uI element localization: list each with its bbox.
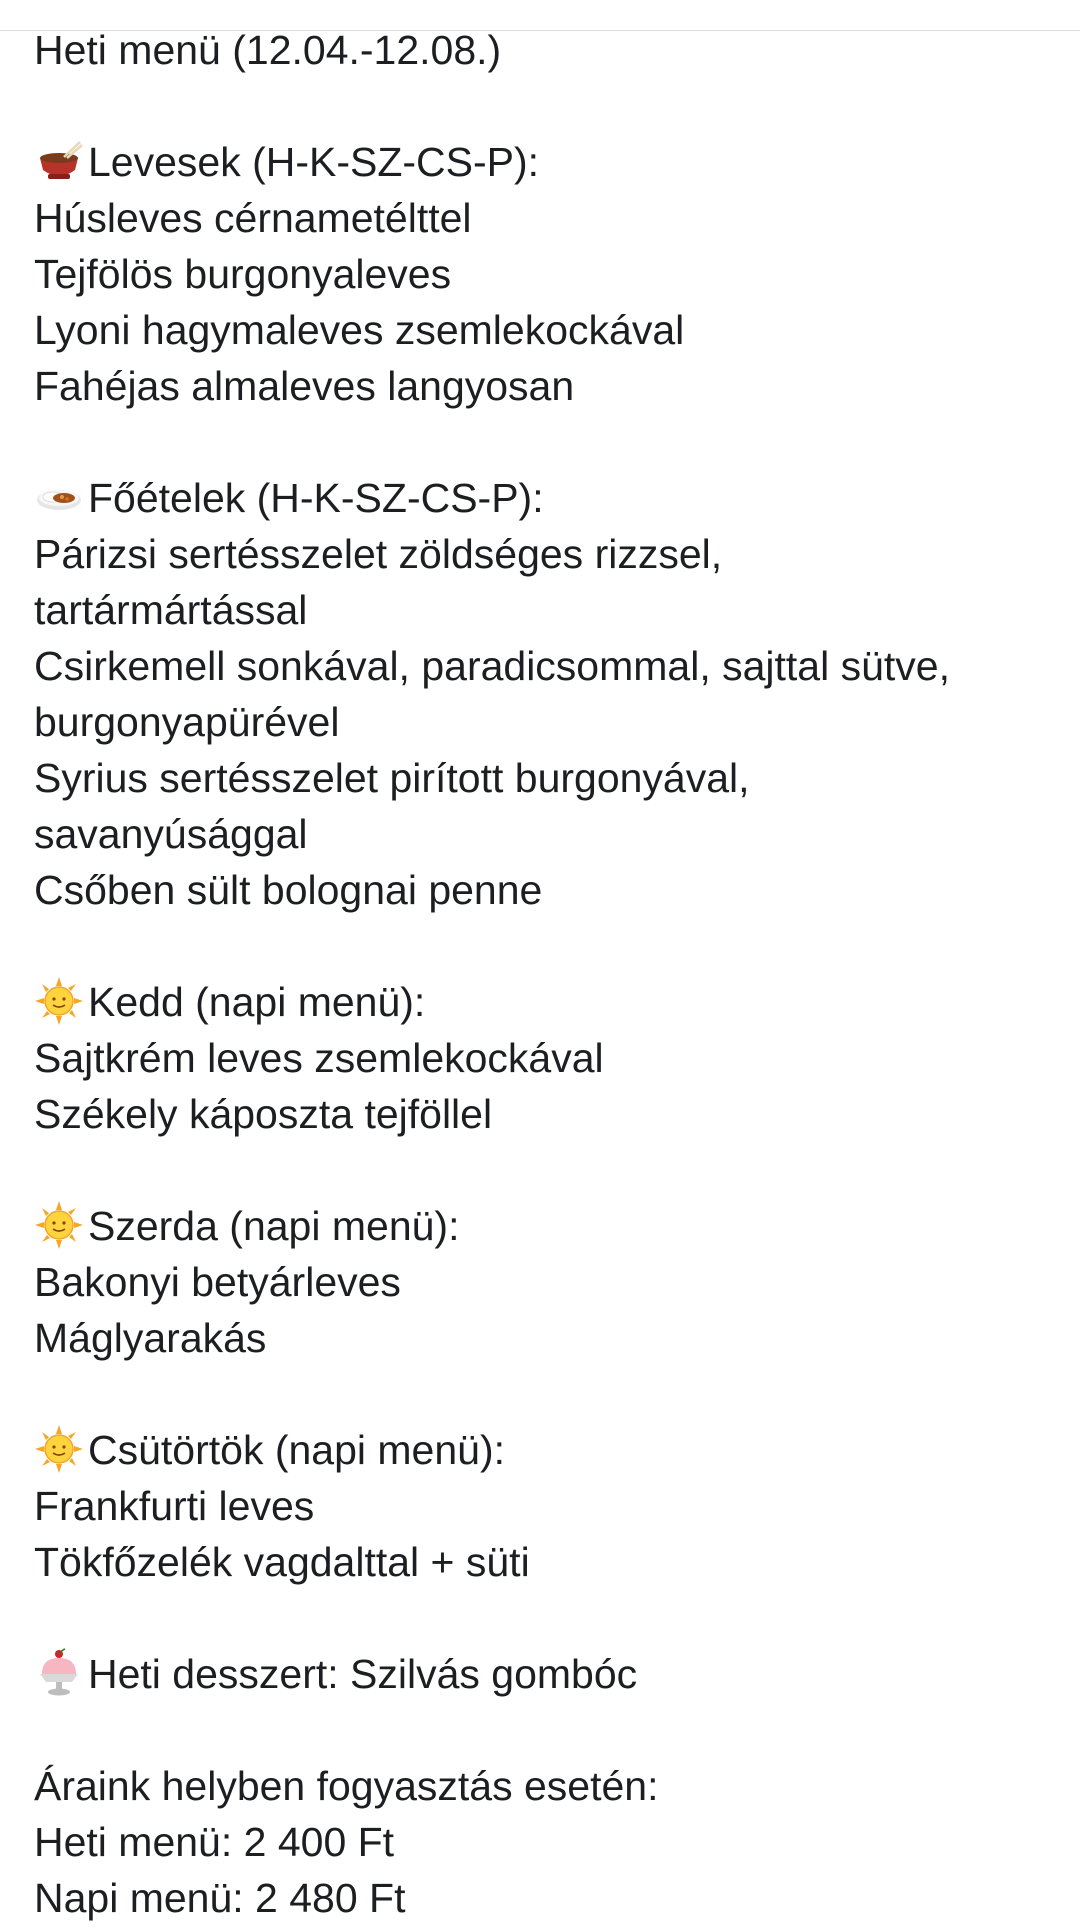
ice-cream-icon	[34, 1648, 84, 1698]
mains-heading-line	[34, 470, 1064, 526]
spacer	[34, 918, 1064, 974]
wednesday-heading: Szerda (napi menü):	[88, 1203, 460, 1249]
tuesday-heading-line	[34, 974, 1064, 1030]
post-text	[34, 22, 1064, 1926]
main-item: Csőben sült bolognai penne	[34, 867, 543, 913]
thursday-item: Tökfőzelék vagdalttal + süti	[34, 1539, 530, 1585]
sun-with-face-icon	[34, 1424, 84, 1474]
soup-item: Lyoni hagymaleves zsemlekockával	[34, 307, 685, 353]
dessert-text: Heti desszert: Szilvás gombóc	[88, 1651, 638, 1697]
wednesday-item: Bakonyi betyárleves	[34, 1259, 401, 1305]
wednesday-item: Máglyarakás	[34, 1315, 267, 1361]
main-item: savanyúsággal	[34, 811, 308, 857]
soup-item: Fahéjas almaleves langyosan	[34, 363, 575, 409]
mains-heading: Főételek (H-K-SZ-CS-P):	[88, 475, 544, 521]
menu-title: Heti menü (12.04.-12.08.)	[34, 27, 502, 73]
dessert-line	[34, 1646, 1064, 1702]
main-item: Párizsi sertésszelet zöldséges rizzsel,	[34, 531, 723, 577]
spacer	[34, 1142, 1064, 1198]
soup-item: Tejfölös burgonyaleves	[34, 251, 452, 297]
thursday-heading: Csütörtök (napi menü):	[88, 1427, 506, 1473]
spacer	[34, 78, 1064, 134]
soups-heading: Levesek (H-K-SZ-CS-P):	[88, 139, 540, 185]
spacer	[34, 1366, 1064, 1422]
tuesday-item: Sajtkrém leves zsemlekockával	[34, 1035, 604, 1081]
wednesday-heading-line	[34, 1198, 1064, 1254]
main-item: burgonyapürével	[34, 699, 340, 745]
weekly-price: Heti menü: 2 400 Ft	[34, 1819, 395, 1865]
main-item: Csirkemell sonkával, paradicsommal, sajttal sütve,	[34, 643, 950, 689]
spacer	[34, 1702, 1064, 1758]
curry-rice-icon	[34, 472, 84, 522]
thursday-heading-line	[34, 1422, 1064, 1478]
main-item: Syrius sertésszelet pirított burgonyával,	[34, 755, 750, 801]
steaming-bowl-icon	[34, 136, 84, 186]
spacer	[34, 414, 1064, 470]
daily-price: Napi menü: 2 480 Ft	[34, 1875, 406, 1921]
thursday-item: Frankfurti leves	[34, 1483, 315, 1529]
tuesday-heading: Kedd (napi menü):	[88, 979, 426, 1025]
spacer	[34, 1590, 1064, 1646]
main-item: tartármártással	[34, 587, 308, 633]
soup-item: Húsleves cérnametélttel	[34, 195, 472, 241]
sun-with-face-icon	[34, 1200, 84, 1250]
tuesday-item: Székely káposzta tejföllel	[34, 1091, 493, 1137]
prices-heading: Áraink helyben fogyasztás esetén:	[34, 1763, 659, 1809]
soups-heading-line	[34, 134, 1064, 190]
sun-with-face-icon	[34, 976, 84, 1026]
